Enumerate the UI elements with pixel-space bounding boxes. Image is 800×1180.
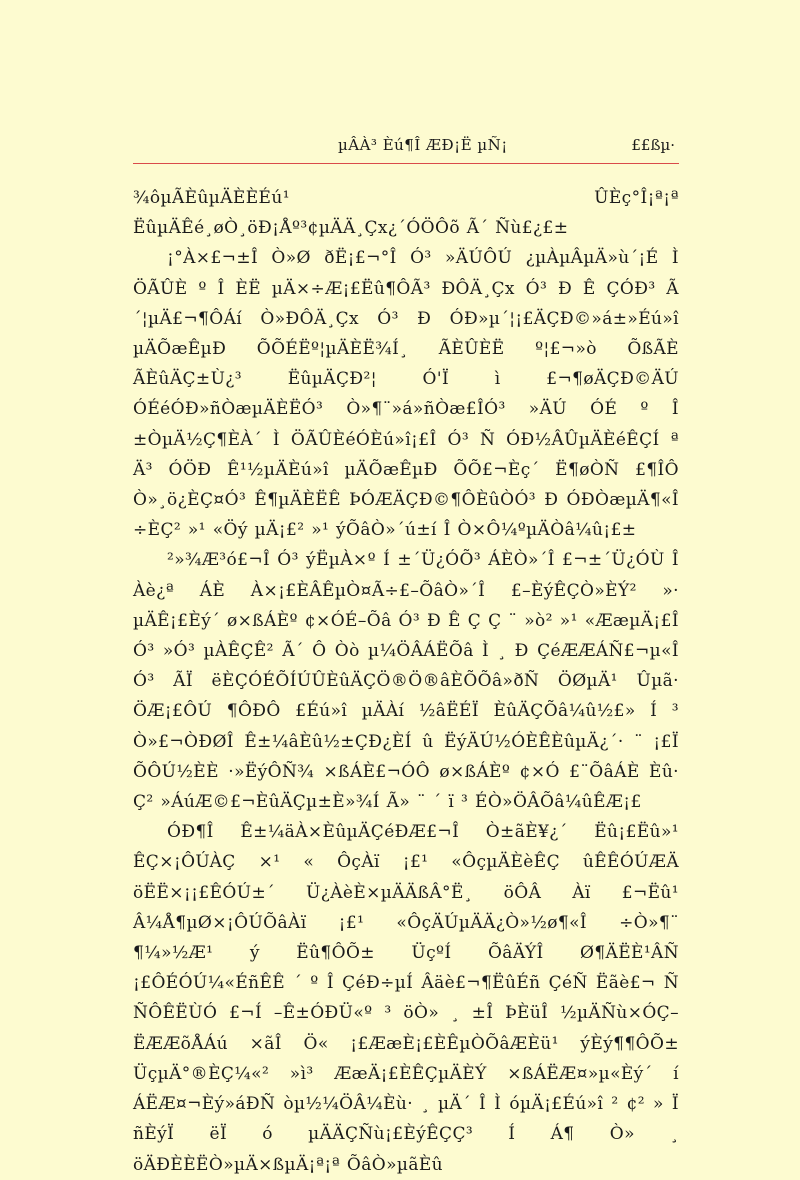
paragraph: ²»¾Æ³ó£¬Î Ó³ ýËµÀ×º Í ±´Ü¿ÓÕ³ ÁÈÒ»´Î £¬±´Ü¿ÓÙ Î Àè¿ª ÁÈ À×¡£ÈÂÊµÒ¤Ã÷£–ÕâÒ»´Î £–ÈýÊÇÒ»ÈÝ² »· µÄÊ¡£Èý´ ø×ßÁÈº ¢×ÓÉ–Õâ Ó³ Ð Ê Ç Ç ¨ »ò² »¹ «ÆæµÄ¡£Î Ó³ »Ó³ µÀÊÇÊ² Ã´ Ô Òò µ¼ÖÂÁËÕâ Ì ¸ Ð ÇéÆÆÁÑ£¬µ«Î Ó³ ÃÏ ëÈÇÓÉÕÍÚÛÈûÄÇÖ®Ö®âÈÕÕâ»ðÑ ÖØµÄ¹ Ûµã· ÖÆ¡£ÔÚ ¶ÔÐÔ £Éú»î µÄÀí ½âËÉÏ ÈûÄÇÕâ¼û½£» Í ³ Ò»£¬ÒÐØÎ Ê±¼âÈû½±ÇÐ¿ÈÍ û ËýÄÚ½ÓÈÊÈûµÄ¿´· ¨ ¡£Ï ÕÔÚ½ÈÈ ·»ËýÔÑ¾ ×ßÁÈ£¬ÓÔ ø×ßÁÈº ¢×Ó £¨ÕâÁÈ Èû· Ç² »ÁúÆ©£¬ÈûÄÇµ±È»¾Í Ã» ¨ ´ ï ³ ÉÒ»ÖÂÕâ¼ûÊÆ¡£ <box>133 550 679 813</box>
paragraph: ÓÐ¶Î Ê±¼äÀ×ÈûµÄÇéÐÆ£¬Î Ò±ãÈ¥¿´ Ëû¡£Ëû»¹ ÊÇ×¡ÔÚÀÇ ×¹ « ÔçÀï ¡£¹ «ÔçµÄÈèÊÇ ûÊÊÓÚÆÄ öËË×¡¡£ÊÓÚ±´ Ü¿ÀèÈ×µÄÄßÂ°Ë¸ öÔÂ Àï £¬Ëû¹ Â¼Å¶µØ×¡ÔÚÕâÀï ¡£¹ «ÔçÄÚµÄÄ¿Ò»½ø¶«Î ÷Ò»¶¨ ¶¼»½Æ¹ ý Ëû¶ÔÕ± ÜçºÍ ÕâÄÝÎ Ø¶ÄËÈ¹ÂÑ ¡£ÔÉÓÚ¼«ÉñÊÊ ´ º Î ÇéÐ÷µÍ Âäè£¬¶ËûÉñ ÇéÑ Ëãè£¬ Ñ ÑÔÊËÙÓ £¬Í –Ê±ÓÐÜ«º ³ öÒ» ¸ ±Î ÞÈüÎ ½µÄÑù×ÓÇ–ËÆÆõÅÁú ×ãÎ Ö« ¡£ÆæÈ¡£ÈÊµÒÕâÆÈü¹ ýÈý¶¶ÔÕ± ÜçµÄ°®ÈÇ¼«² »ì³ ÆæÄ¡£ÈÊÇµÄÈÝ ×ßÁËÆ¤»µ«Èý´ í ÁËÆ¤¬Èý»áÐÑ òµ½¼ÖÂ¼Èù· ¸ µÄ´ Î Ì óµÄ¡£Éú»î ² ¢² » Ï ñÈýÏ ëÏ ó µÄÄÇÑù¡£ÈýÊÇÇ³ Í Á¶ Ò» ¸ öÄÐÈÈËÒ»µÄ×ßµÄ¡ª¡ª ÕâÒ»µãÈû <box>133 822 679 1175</box>
running-header <box>133 136 679 162</box>
running-header-title: µÂÀ³ Èú¶Î ÆÐ¡Ë µÑ¡ <box>338 136 508 154</box>
page-number: ££ßµ· <box>631 136 675 154</box>
paragraph: ¡°À×£¬±Î Ò»Ø ðË¡£¬°Î Ó³ »ÄÚÔÚ ¿µÀµÂµÄ»ù´¡É Ì ÖÃÛÈ º Î ÈË µÄ×÷Æ¡£Ëû¶ÔÃ³ ÐÔÄ¸Çx Ó³ Ð Ê ÇÓÐ³ Ã´¦µÄ£¬¶ÔÁí Ò»ÐÔÄ¸Çx Ó³ Ð ÓÐ»µ´¦¡£ÄÇÐ©»á±»Éú»î µÄÕæÊµÐ ÕÕÉËº¦µÄÈË¾Í¸ ÃÈÛÈË º¦£¬»ò ÕßÃÈ ÃÈûÄÇ±Ù¿³ ËûµÄÇÐ²¦ Ó'Ï ì £¬¶øÄÇÐ©ÄÚ ÓÉéÓÐ»ñÒæµÄÈËÓ³ Ò»¶¨»á»ñÒæ£ÎÓ³ »ÄÚ ÓÉ º Î ±ÒµÄ½Ç¶ÈÀ´ Ì ÖÃÛÈéÓÈú»î¡£Î Ó³ Ñ ÓÐ½ÂÛµÄÈéÊÇÍ ª Ä³ ÓÖÐ Ê¹½µÄÈú»î µÄÕæÊµÐ ÕÕ£¬Èç´ Ë¶øÒÑ £¶ÎÔ Ò»¸ö¿ÈÇ¤Ó³ Ê¶µÄÈËÊ ÞÓÆÄÇÐ©¶ÔÈûÒÓ³ Ð ÓÐÒæµÄ¶«Î ÷ÈÇ² »¹ «Öý µÄ¡£² »¹ ýÕâÒ»´ú±í Î Ò×Ô¼ºµÄÒâ¼û¡£± <box>133 248 679 541</box>
paragraph: ¾ôµÃÈûµÄÈÈÉú¹ ÛÈç°Î¡ª¡ª ËûµÄÊé¸øÒ¸öÐ¡Åº³¢µÄÄ¸Çx¿´ÓÖÔõ Ã´ Ñù£¿£± <box>133 188 679 239</box>
header-rule <box>133 163 679 164</box>
